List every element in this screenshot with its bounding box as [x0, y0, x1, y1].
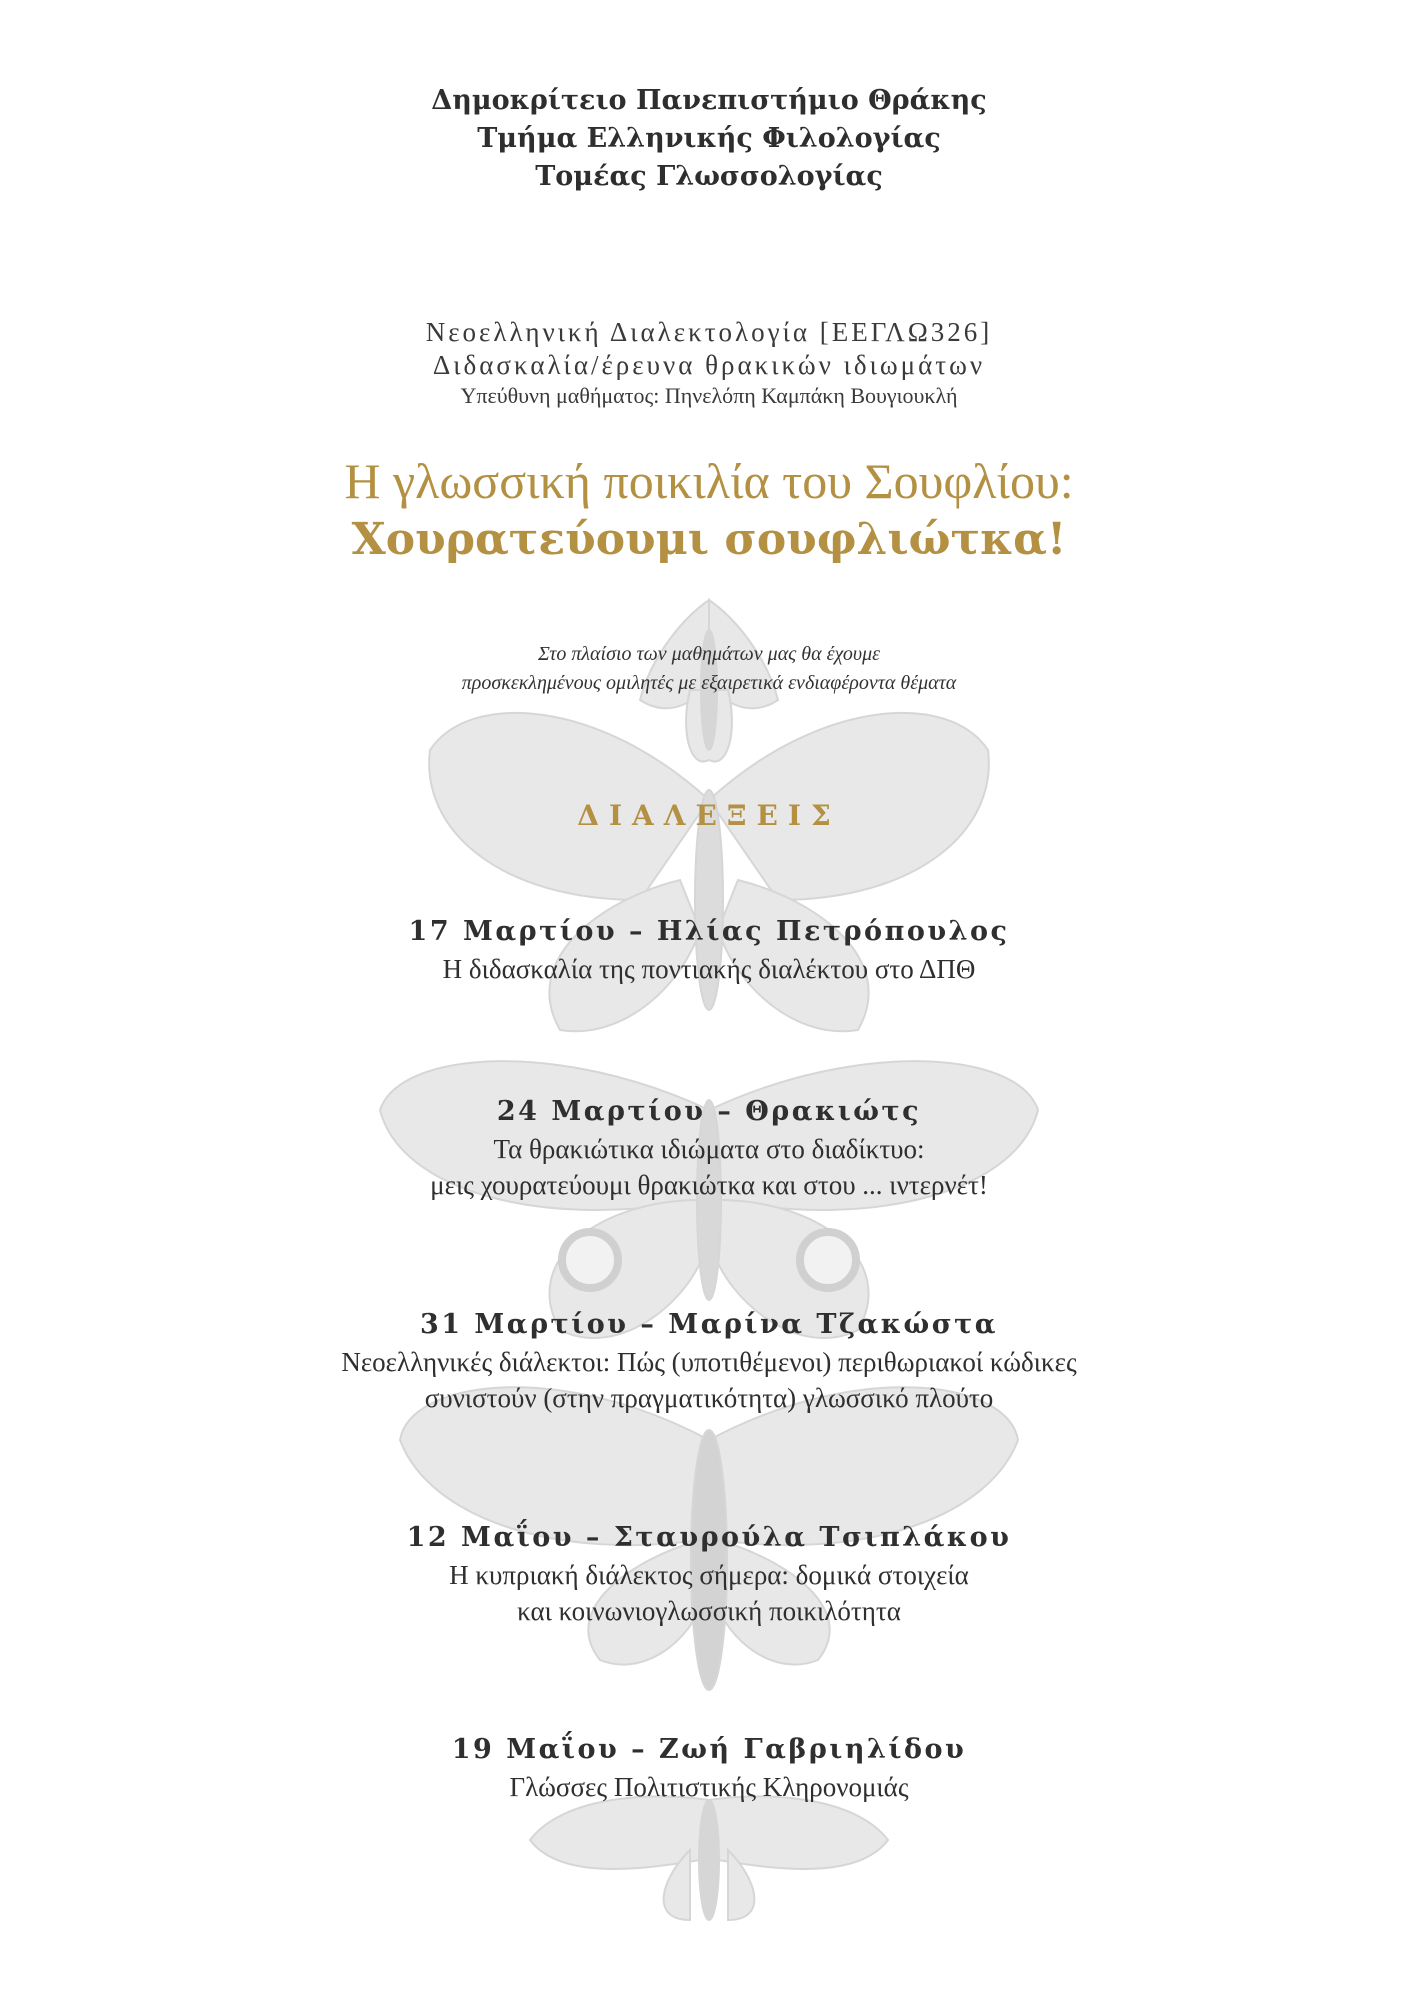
- event-title: [0, 452, 1418, 570]
- intro-line-1: Στο πλαίσιο των μαθημάτων μας θα έχουμε: [538, 643, 880, 665]
- lecture-topic: μεις χουρατεύουμι θρακιώτκα και στου ... ιντερνέτ!: [430, 1170, 988, 1200]
- lecture-item: [0, 1306, 1418, 1416]
- lecture-date-speaker: 31 Μαρτίου – Μαρίνα Τζακώστα: [419, 1309, 999, 1340]
- course-instructor: Υπεύθυνη μαθήματος: Πηνελόπη Καμπάκη Βουγιουκλή: [460, 383, 958, 408]
- lectures-heading: ΔΙΑΛΕΞΕΙΣ: [577, 799, 841, 832]
- intro-text: [0, 640, 1418, 698]
- department-name: Τμήμα Ελληνικής Φιλολογίας: [477, 123, 941, 154]
- lecture-topic: Η διδασκαλία της ποντιακής διαλέκτου στο ΔΠΘ: [442, 954, 976, 984]
- lecture-topic: και κοινωνιογλωσσική ποικιλότητα: [517, 1596, 901, 1626]
- lecture-date-speaker: 12 Μαΐου – Σταυρούλα Τσιπλάκου: [406, 1522, 1012, 1553]
- lecture-topic: Νεοελληνικές διάλεκτοι: Πώς (υποτιθέμενοι) περιθωριακοί κώδικες: [341, 1347, 1077, 1377]
- lecture-date-speaker: 19 Μαΐου – Ζωή Γαβριηλίδου: [451, 1734, 967, 1765]
- institution-header: [0, 82, 1418, 196]
- lecture-topic: Γλώσσες Πολιτιστικής Κληρονομιάς: [509, 1772, 909, 1802]
- intro-line-2: προσκεκλημένους ομιλητές με εξαιρετικά ενδιαφέροντα θέματα: [461, 672, 957, 694]
- university-name: Δημοκρίτειο Πανεπιστήμιο Θράκης: [431, 85, 987, 116]
- lecture-item: [0, 1519, 1418, 1629]
- lecture-topic: Τα θρακιώτικα ιδιώματα στο διαδίκτυο:: [493, 1134, 925, 1164]
- lecture-date-speaker: 24 Μαρτίου – Θρακιώτς: [496, 1096, 922, 1127]
- course-subtitle: Διδασκαλία/έρευνα θρακικών ιδιωμάτων: [432, 350, 986, 380]
- lecture-topic: συνιστούν (στην πραγματικότητα) γλωσσικό πλούτο: [424, 1383, 994, 1413]
- lecture-topic: Η κυπριακή διάλεκτος σήμερα: δομικά στοιχεία: [449, 1560, 969, 1590]
- lecture-item: [0, 913, 1418, 987]
- title-line-1: Η γλωσσική ποικιλία του Σουφλίου:: [344, 453, 1074, 509]
- course-name: Νεοελληνική Διαλεκτολογία [ΕΕΓΛΩ326]: [425, 317, 993, 347]
- division-name: Τομέας Γλωσσολογίας: [535, 161, 883, 192]
- lecture-item: [0, 1731, 1418, 1805]
- lecture-date-speaker: 17 Μαρτίου – Ηλίας Πετρόπουλος: [408, 916, 1010, 947]
- lecture-item: [0, 1093, 1418, 1203]
- moth-bottom: [530, 1796, 888, 1920]
- title-line-2: Χουρατεύουμι σουφλιώτκα!: [351, 514, 1067, 565]
- course-info: [0, 316, 1418, 410]
